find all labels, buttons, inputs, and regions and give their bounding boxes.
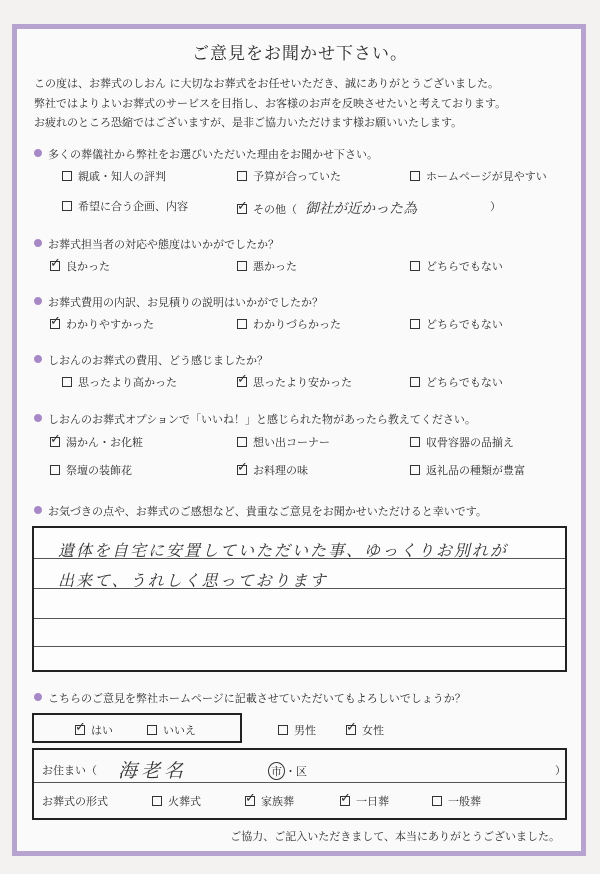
ruled-line [34,558,565,559]
option-bad[interactable]: 悪かった [237,258,297,274]
ruled-line [34,618,565,619]
consent-box [32,713,242,743]
option-no[interactable]: いいえ [147,722,196,738]
option-expensive[interactable]: 思ったより高かった [62,374,177,390]
bullet-icon [34,149,42,157]
check-mark-icon: ✓ [237,372,248,387]
ruled-line [34,782,565,783]
option-other[interactable]: ✓ その他（ 御社が近かった為 [237,199,417,217]
option-altar-flowers[interactable]: 祭壇の装飾花 [50,462,132,478]
question-cost: しおんのお葬式の費用、どう感じましたか？ [34,352,268,368]
checkbox[interactable] [147,725,157,735]
checkbox-checked[interactable] [237,372,248,387]
checkbox[interactable] [62,171,72,181]
checkbox-checked[interactable] [237,460,248,475]
option-family[interactable]: ✓ 家族葬 [245,791,294,808]
bullet-icon [34,414,42,422]
check-mark-icon: ✓ [75,720,86,735]
circled-shi: 市 [268,762,285,780]
comment-line-1: 遺体を自宅に安置していただいた事、ゆっくりお別れが [58,541,508,560]
ruled-line [34,646,565,647]
checkbox[interactable] [62,377,72,387]
checkbox[interactable] [432,796,442,806]
intro-line: お疲れのところ恐縮ではございますが、是非ご協力いただけます様お願いいたします。 [34,116,463,129]
option-cremation[interactable]: 火葬式 [152,793,201,809]
bullet-icon [34,297,42,305]
bullet-icon [34,355,42,363]
checkbox[interactable] [237,437,247,447]
checkbox-checked[interactable] [75,720,86,735]
intro-line: 弊社ではよりよいお葬式のサービスを目指し、お客様のお声を反映させたいと考えております。 [34,96,507,110]
option-food[interactable]: ✓ お料理の味 [237,460,308,477]
check-mark-icon: ✓ [237,460,248,475]
option-reputation[interactable]: 親戚・知人の評判 [62,168,166,184]
question-estimate: お葬式費用の内訳、お見積りの説明はいかがでしたか？ [34,294,323,310]
checkbox[interactable] [237,319,247,329]
checkbox[interactable] [410,465,420,475]
funeral-type-label: お葬式の形式 [42,795,108,808]
check-mark-icon: ✓ [50,314,61,329]
question-reason: 多くの葬儀社から弊社をお選びいただいた理由をお聞かせ下さい。 [34,146,378,162]
footer-thanks: ご協力、ご記入いただきまして、本当にありがとうございました。 [230,830,560,843]
checkbox[interactable] [278,725,288,735]
option-return-gifts[interactable]: 返礼品の種類が豊富 [410,462,525,478]
checkbox[interactable] [50,465,60,475]
checkbox[interactable] [237,171,247,181]
checkbox[interactable] [410,377,420,387]
check-mark-icon: ✓ [50,256,61,271]
option-neutral[interactable]: どちらでもない [410,316,503,332]
option-one-day[interactable]: ✓ 一日葬 [340,791,389,808]
other-close-paren: ） [490,200,501,213]
question-staff: お葬式担当者の対応や態度はいかがでしたか？ [34,236,279,252]
option-female[interactable]: ✓ 女性 [346,720,384,737]
option-plan[interactable]: 希望に合う企画、内容 [62,198,188,214]
option-cheap[interactable]: ✓ 思ったより安かった [237,372,352,389]
checkbox[interactable] [410,319,420,329]
ruled-line [34,588,565,589]
intro-text [34,74,506,133]
bullet-icon [34,239,42,247]
address-shi: 市 ・区 [268,762,307,780]
option-yukan[interactable]: ✓ 湯かん・お化粧 [50,432,143,449]
other-answer: 御社が近かった為 [305,201,417,217]
checkbox[interactable] [152,796,162,806]
address-close-paren: ） [555,764,566,777]
checkbox[interactable] [410,261,420,271]
page-title: ご意見をお聞かせ下さい。 [192,44,408,64]
bullet-icon [34,693,42,701]
option-unclear[interactable]: わかりづらかった [237,316,341,332]
bullet-icon [34,506,42,514]
address-label: お住まい（ [42,764,97,777]
checkbox-checked[interactable] [340,791,351,806]
check-mark-icon: ✓ [346,720,357,735]
checkbox[interactable] [410,437,420,447]
comment-box[interactable] [32,526,567,672]
option-general[interactable]: 一般葬 [432,793,481,809]
address-city[interactable]: 海老名 [118,760,188,782]
option-memorial-corner[interactable]: 想い出コーナー [237,434,330,450]
checkbox-checked[interactable] [346,720,357,735]
checkbox[interactable] [237,261,247,271]
comment-line-2: 出来て、うれしく思っております [58,571,328,590]
option-budget[interactable]: 予算が合っていた [237,168,341,184]
option-male[interactable]: 男性 [278,722,316,738]
intro-line: この度は、お葬式のしおん に大切なお葬式をお任せいただき、誠にありがとうございました。 [34,77,500,90]
checkbox[interactable] [410,171,420,181]
check-mark-icon: ✓ [50,432,61,447]
option-clear[interactable]: ✓ わかりやすかった [50,314,154,331]
option-neutral[interactable]: どちらでもない [410,374,503,390]
option-good[interactable]: ✓ 良かった [50,256,110,273]
question-publish: こちらのご意見を弊社ホームページに記載させていただいてもよろしいでしょうか？ [34,690,466,706]
checkbox[interactable] [62,201,72,211]
option-yes[interactable]: ✓ はい [75,720,113,737]
checkbox-checked[interactable] [237,199,248,214]
check-mark-icon: ✓ [340,791,351,806]
check-mark-icon: ✓ [245,791,256,806]
option-homepage[interactable]: ホームページが見やすい [410,168,547,184]
option-neutral[interactable]: どちらでもない [410,258,503,274]
checkbox-checked[interactable] [245,791,256,806]
question-comments: お気づきの点や、お葬式のご感想など、貴重なご意見をお聞かせいただけると幸いです。 [34,503,487,519]
details-box [32,748,567,820]
checkbox-checked[interactable] [50,432,61,447]
checkbox-checked[interactable] [50,314,61,329]
checkbox-checked[interactable] [50,256,61,271]
option-urn[interactable]: 収骨容器の品揃え [410,434,514,450]
question-options: しおんのお葬式オプションで「いいね！」と感じられた物があったら教えてください。 [34,411,476,427]
check-mark-icon: ✓ [237,199,248,214]
